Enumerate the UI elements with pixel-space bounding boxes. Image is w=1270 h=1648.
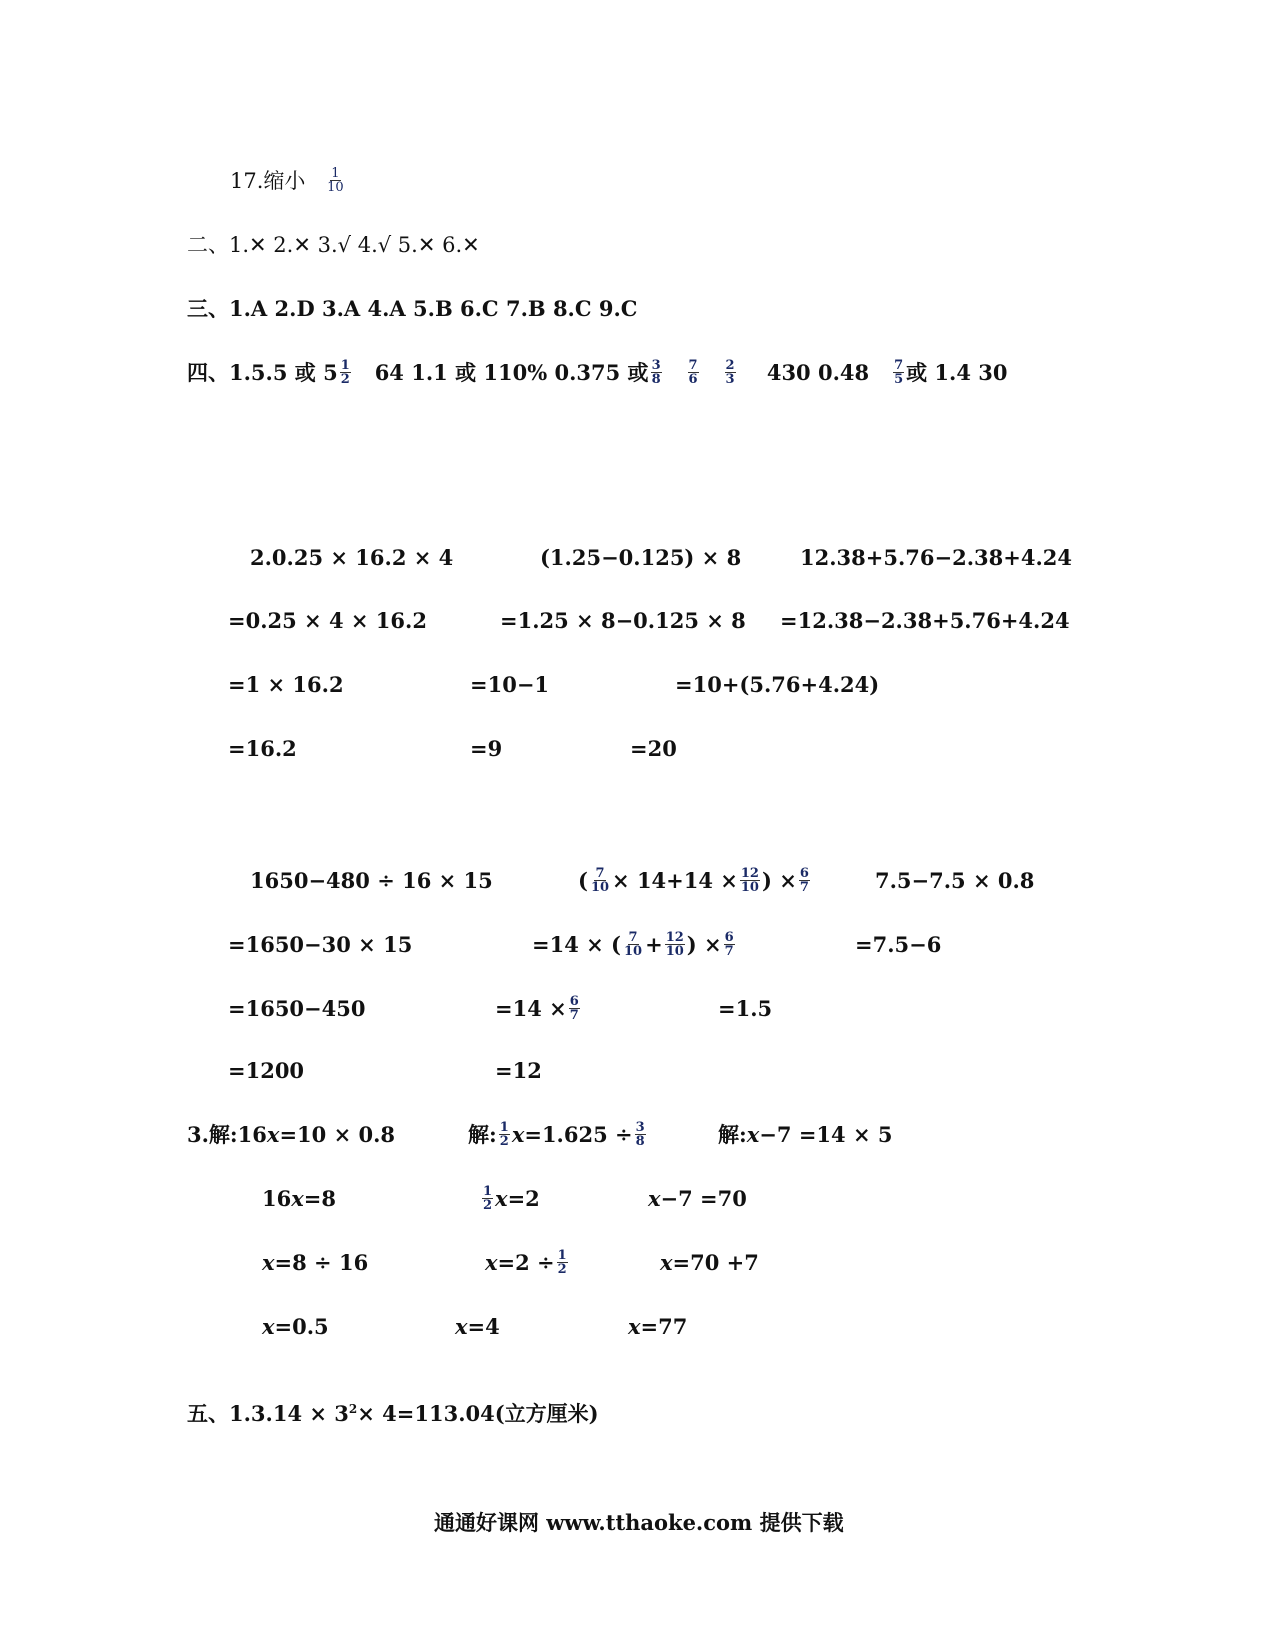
fraction: $\frac{1}{2}$ — [483, 1184, 493, 1213]
solve-a-line1: 3.解:16x=10 × 0.8 — [187, 1122, 396, 1147]
calc1-c-line3: =10+(5.76+4.24) — [675, 672, 880, 697]
calc2-b-line2: =14 × ( $\frac{7}{10}$ + $\frac{12}{10}$ ) × $\frac{6}{7}$ — [532, 930, 734, 959]
fraction: $\frac{6}{7}$ — [799, 866, 809, 895]
solve-c-line3: x=70 +7 — [660, 1250, 759, 1275]
section-3-answers: 三、1.A 2.D 3.A 4.A 5.B 6.C 7.B 8.C 9.C — [187, 296, 638, 321]
fraction: $\frac{1}{10}$ — [327, 166, 344, 195]
calc1-c-line1: 12.38+5.76−2.38+4.24 — [800, 545, 1072, 570]
solve-a-line4: x=0.5 — [262, 1314, 329, 1339]
calc2-b-line4: =12 — [495, 1058, 542, 1083]
solve-a-line2: 16x=8 — [262, 1186, 336, 1211]
footer-download-note: 通通好课网 www.tthaoke.com 提供下载 — [434, 1510, 844, 1535]
calc2-c-line2: =7.5−6 — [855, 932, 942, 957]
calc1-b-line4: =9 — [470, 736, 503, 761]
fraction: $\frac{6}{7}$ — [724, 930, 734, 959]
calc2-b-line1: ( $\frac{7}{10}$ × 14+14 × $\frac{12}{10}$ ) × $\frac{6}{7}$ — [578, 866, 809, 895]
solve-b-line2: $\frac{1}{2}$ x=2 — [483, 1184, 540, 1213]
fraction: $\frac{1}{2}$ — [557, 1248, 567, 1277]
calc1-a-line1: 2.0.25 × 16.2 × 4 — [250, 545, 454, 570]
section-4-answers: 四、1.5.5 或 5 $\frac{1}{2}$ 64 1.1 或 110% 0.375 或 $\frac{3}{8}$ $\frac{7}{6}$ $\frac{2}{3}$ 430 0.48 $\frac{7}{5}$ 或 1.4 30 — [187, 358, 1008, 387]
solve-c-line4: x=77 — [628, 1314, 688, 1339]
calc1-b-line2: =1.25 × 8−0.125 × 8 — [500, 608, 746, 633]
fraction: $\frac{12}{10}$ — [665, 930, 684, 959]
calc2-a-line4: =1200 — [228, 1058, 305, 1083]
solve-b-line4: x=4 — [455, 1314, 500, 1339]
solve-b-line3: x=2 ÷ $\frac{1}{2}$ — [485, 1248, 567, 1277]
section-5-answers: 五、$1.3.14 \times 3^2\times 4=113.04$(立方厘米) — [187, 1401, 599, 1426]
calc2-c-line3: =1.5 — [718, 996, 773, 1021]
fraction: $\frac{7}{5}$ — [894, 358, 904, 387]
section-2-answers: 二、1.✕ 2.✕ 3.√ 4.√ 5.✕ 6.✕ — [187, 233, 480, 257]
calc1-c-line2: =12.38−2.38+5.76+4.24 — [780, 608, 1070, 633]
solve-c-line1: 解:x−7 =14 × 5 — [718, 1122, 893, 1147]
calc1-a-line4: =16.2 — [228, 736, 297, 761]
fraction: $\frac{7}{10}$ — [623, 930, 643, 959]
solve-c-line2: x−7 =70 — [648, 1186, 747, 1211]
fraction: $\frac{6}{7}$ — [569, 994, 579, 1023]
fraction: $\frac{7}{6}$ — [688, 358, 698, 387]
fraction: $\frac{1}{2}$ — [499, 1120, 509, 1149]
fraction: $\frac{2}{3}$ — [725, 358, 735, 387]
calc1-b-line3: =10−1 — [470, 672, 550, 697]
calc2-a-line2: =1650−30 × 15 — [228, 932, 413, 957]
fraction: $\frac{3}{8}$ — [651, 358, 661, 387]
fraction: $\frac{3}{8}$ — [635, 1120, 645, 1149]
fraction: $\frac{1}{2}$ — [340, 358, 350, 387]
solve-b-line1: 解: $\frac{1}{2}$ x=1.625 ÷ $\frac{3}{8}$ — [468, 1120, 645, 1149]
calc2-c-line1: 7.5−7.5 × 0.8 — [875, 868, 1035, 893]
calc1-b-line1: (1.25−0.125) × 8 — [540, 545, 742, 570]
calc2-a-line1: 1650−480 ÷ 16 × 15 — [250, 868, 493, 893]
calc2-a-line3: =1650−450 — [228, 996, 366, 1021]
fraction: $\frac{7}{10}$ — [590, 866, 610, 895]
calc2-b-line3: =14 × $\frac{6}{7}$ — [495, 994, 579, 1023]
calc1-c-line4: =20 — [630, 736, 677, 761]
solve-a-line3: x=8 ÷ 16 — [262, 1250, 369, 1275]
answer-17: 17.缩小 $\frac{1}{10}$ — [230, 166, 344, 195]
calc1-a-line2: =0.25 × 4 × 16.2 — [228, 608, 427, 633]
calc1-a-line3: =1 × 16.2 — [228, 672, 344, 697]
fraction: $\frac{12}{10}$ — [740, 866, 759, 895]
